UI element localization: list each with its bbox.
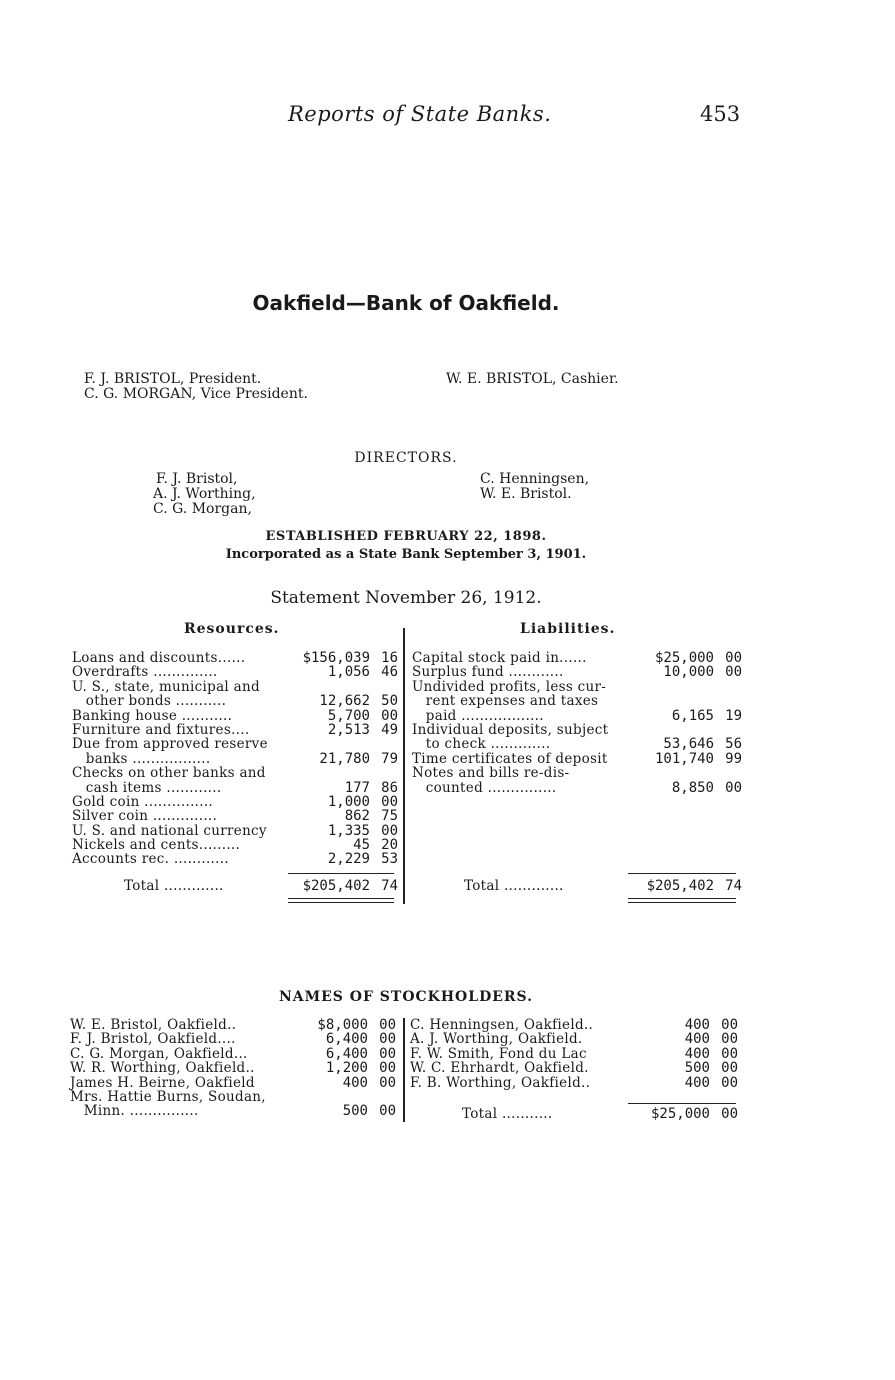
row-cents: 00 — [381, 707, 398, 724]
row-cents: 00 — [721, 1074, 738, 1091]
row-cents: 74 — [725, 878, 742, 894]
row-label: paid .................. — [412, 707, 544, 724]
ledger-row — [72, 651, 402, 665]
row-label: Total ............. — [124, 878, 224, 894]
row-label: Time certificates of deposit — [412, 750, 608, 767]
row-cents: 00 — [725, 779, 742, 796]
row-cents: 79 — [381, 750, 398, 767]
ledger-row — [412, 694, 742, 708]
row-cents: 00 — [381, 793, 398, 810]
row-cents: 00 — [379, 1103, 396, 1120]
row-label: rent expenses and taxes — [412, 693, 599, 710]
row-cents: 16 — [381, 650, 398, 666]
liabilities-total — [412, 879, 742, 893]
row-dollars: 1,335 — [327, 822, 370, 839]
row-label: Minn. ............... — [70, 1103, 199, 1120]
row-dollars: $25,000 — [654, 650, 714, 666]
page-number: 453 — [700, 102, 741, 126]
director-name: F. J. Bristol, — [156, 471, 238, 487]
row-dollars: $25,000 — [650, 1106, 710, 1122]
ledger-row — [72, 680, 402, 694]
row-label: Due from approved reserve — [72, 736, 268, 753]
ledger-row — [410, 1047, 740, 1061]
row-dollars: 400 — [342, 1074, 368, 1091]
row-label: Notes and bills re-dis- — [412, 765, 570, 782]
total-rule — [628, 873, 736, 874]
row-dollars: 400 — [684, 1017, 710, 1033]
ledger-row — [70, 1076, 400, 1090]
officer-president: F. J. BRISTOL, President. — [84, 371, 262, 387]
row-cents: 86 — [381, 779, 398, 796]
director-name: A. J. Worthing, — [153, 486, 256, 502]
stockholders-left — [70, 1018, 400, 1119]
row-cents: 00 — [379, 1074, 396, 1091]
row-dollars: 6,400 — [325, 1045, 368, 1062]
ledger-row — [72, 781, 402, 795]
resources-heading: Resources. — [184, 621, 280, 637]
row-label: Capital stock paid in...... — [412, 650, 587, 666]
row-label: Individual deposits, subject — [412, 721, 609, 738]
row-cents: 19 — [725, 707, 742, 724]
row-dollars: 500 — [342, 1103, 368, 1120]
double-rule — [628, 902, 736, 903]
row-cents: 74 — [381, 878, 398, 894]
row-dollars: 6,165 — [671, 707, 714, 724]
row-dollars: 21,780 — [319, 750, 370, 767]
director-name: C. G. Morgan, — [153, 501, 252, 517]
ledger-row — [412, 737, 742, 751]
row-dollars: 2,229 — [327, 851, 370, 868]
row-cents: 00 — [379, 1060, 396, 1077]
row-dollars: 400 — [684, 1045, 710, 1062]
row-dollars: $156,039 — [302, 650, 370, 666]
row-label: W. R. Worthing, Oakfield.. — [70, 1060, 255, 1077]
row-cents: 53 — [381, 851, 398, 868]
row-cents: 99 — [725, 750, 742, 767]
ledger-row — [410, 1032, 740, 1046]
row-dollars: 1,200 — [325, 1060, 368, 1077]
row-dollars: 5,700 — [327, 707, 370, 724]
row-dollars: $8,000 — [317, 1017, 368, 1033]
resources-total — [72, 879, 402, 893]
liabilities-heading: Liabilities. — [520, 621, 616, 637]
director-name: C. Henningsen, — [480, 471, 590, 487]
row-label: W. C. Ehrhardt, Oakfield. — [410, 1060, 589, 1077]
row-label: counted ............... — [412, 779, 557, 796]
ledger-row — [70, 1090, 400, 1104]
ledger-row — [410, 1061, 740, 1075]
row-label: Undivided profits, less cur- — [412, 678, 607, 695]
row-cents: 50 — [381, 693, 398, 710]
row-dollars: 53,646 — [663, 736, 714, 753]
double-rule — [628, 898, 736, 899]
row-dollars: 177 — [344, 779, 370, 796]
row-cents: 00 — [721, 1106, 738, 1122]
officer-vice-president: C. G. MORGAN, Vice President. — [84, 386, 308, 402]
row-label: W. E. Bristol, Oakfield.. — [70, 1017, 237, 1033]
established-line: ESTABLISHED FEBRUARY 22, 1898. — [265, 529, 547, 544]
row-cents: 00 — [379, 1045, 396, 1062]
row-label: Furniture and fixtures.... — [72, 721, 250, 738]
row-dollars: 10,000 — [663, 664, 714, 681]
ledger-row — [412, 781, 742, 795]
row-label: U. S. and national currency — [72, 822, 267, 839]
row-cents: 20 — [381, 837, 398, 854]
ledger-row — [72, 809, 402, 823]
ledger-row — [410, 1018, 740, 1032]
row-cents: 00 — [721, 1017, 738, 1033]
ledger-row — [72, 665, 402, 679]
row-label: cash items ............ — [72, 779, 222, 796]
row-dollars: $205,402 — [646, 878, 714, 894]
stockholders-heading: NAMES OF STOCKHOLDERS. — [278, 989, 534, 1005]
row-label: F. J. Bristol, Oakfield.... — [70, 1031, 236, 1048]
row-label: F. W. Smith, Fond du Lac — [410, 1045, 587, 1062]
row-dollars: 862 — [344, 808, 370, 825]
row-dollars: 1,056 — [327, 664, 370, 681]
column-divider — [403, 628, 405, 904]
row-cents: 49 — [381, 721, 398, 738]
row-cents: 75 — [381, 808, 398, 825]
row-label: Loans and discounts...... — [72, 650, 246, 666]
row-cents: 00 — [379, 1031, 396, 1048]
row-cents: 00 — [721, 1060, 738, 1077]
ledger-row — [72, 795, 402, 809]
row-label: F. B. Worthing, Oakfield.. — [410, 1074, 591, 1091]
ledger-row — [70, 1018, 400, 1032]
row-label: Banking house ........... — [72, 707, 233, 724]
row-label: Accounts rec. ............ — [72, 851, 229, 868]
ledger-row — [412, 723, 742, 737]
ledger-row — [72, 766, 402, 780]
ledger-row — [412, 665, 742, 679]
row-cents: 00 — [725, 650, 742, 666]
total-rule — [628, 1103, 736, 1104]
row-dollars: 400 — [684, 1031, 710, 1048]
director-name: W. E. Bristol. — [480, 486, 572, 502]
ledger-row — [70, 1061, 400, 1075]
ledger-row — [72, 824, 402, 838]
row-label: Surplus fund ............ — [412, 664, 564, 681]
ledger-row — [410, 1107, 740, 1121]
row-dollars: 101,740 — [654, 750, 714, 767]
ledger-row — [72, 752, 402, 766]
row-cents: 00 — [381, 822, 398, 839]
row-label: U. S., state, municipal and — [72, 678, 260, 695]
row-dollars: 8,850 — [671, 779, 714, 796]
ledger-row — [412, 709, 742, 723]
total-rule — [288, 873, 394, 874]
stockholders-divider — [403, 1018, 405, 1122]
row-label: other bonds ........... — [72, 693, 227, 710]
ledger-row — [412, 752, 742, 766]
row-label: Total ........... — [462, 1106, 553, 1122]
resources-table — [72, 651, 402, 867]
ledger-row — [70, 1032, 400, 1046]
ledger-row — [72, 723, 402, 737]
row-label: Nickels and cents......... — [72, 837, 241, 854]
row-dollars: 500 — [684, 1060, 710, 1077]
row-dollars: 45 — [353, 837, 370, 854]
row-cents: 00 — [721, 1031, 738, 1048]
row-cents: 56 — [725, 736, 742, 753]
ledger-row — [412, 879, 742, 893]
officer-cashier: W. E. BRISTOL, Cashier. — [446, 371, 619, 387]
ledger-row — [72, 879, 402, 893]
row-label: Checks on other banks and — [72, 765, 266, 782]
row-cents: 00 — [725, 664, 742, 681]
double-rule — [288, 898, 394, 899]
ledger-row — [412, 766, 742, 780]
row-cents: 00 — [379, 1017, 396, 1033]
ledger-row — [72, 694, 402, 708]
ledger-row — [410, 1076, 740, 1090]
running-title: Reports of State Banks. — [288, 102, 552, 126]
row-label: Mrs. Hattie Burns, Soudan, — [70, 1088, 266, 1105]
directors-heading: DIRECTORS. — [354, 450, 458, 466]
row-label: to check ............. — [412, 736, 551, 753]
liabilities-table — [412, 651, 742, 795]
row-cents: 46 — [381, 664, 398, 681]
ledger-row — [72, 838, 402, 852]
ledger-row — [70, 1047, 400, 1061]
row-cents: 00 — [721, 1045, 738, 1062]
ledger-row — [72, 709, 402, 723]
row-label: A. J. Worthing, Oakfield. — [410, 1031, 583, 1048]
row-label: Overdrafts .............. — [72, 664, 218, 681]
row-dollars: $205,402 — [302, 878, 370, 894]
stockholders-right — [410, 1018, 740, 1090]
bank-title: Oakfield—Bank of Oakfield. — [252, 291, 560, 315]
ledger-row — [412, 651, 742, 665]
statement-title: Statement November 26, 1912. — [270, 588, 542, 608]
row-label: banks ................. — [72, 750, 211, 767]
row-label: C. Henningsen, Oakfield.. — [410, 1017, 594, 1033]
row-label: Total ............. — [464, 878, 564, 894]
incorporated-line: Incorporated as a State Bank September 3, 1901. — [225, 547, 587, 562]
row-dollars: 400 — [684, 1074, 710, 1091]
stockholders-total — [410, 1107, 740, 1121]
row-dollars: 12,662 — [319, 693, 370, 710]
row-dollars: 1,000 — [327, 793, 370, 810]
ledger-row — [70, 1104, 400, 1118]
ledger-row — [412, 680, 742, 694]
row-dollars: 2,513 — [327, 721, 370, 738]
ledger-row — [72, 737, 402, 751]
row-dollars: 6,400 — [325, 1031, 368, 1048]
ledger-row — [72, 852, 402, 866]
row-label: C. G. Morgan, Oakfield... — [70, 1045, 248, 1062]
row-label: Silver coin .............. — [72, 808, 218, 825]
row-label: James H. Beirne, Oakfield — [70, 1074, 255, 1091]
row-label: Gold coin ............... — [72, 793, 214, 810]
double-rule — [288, 902, 394, 903]
